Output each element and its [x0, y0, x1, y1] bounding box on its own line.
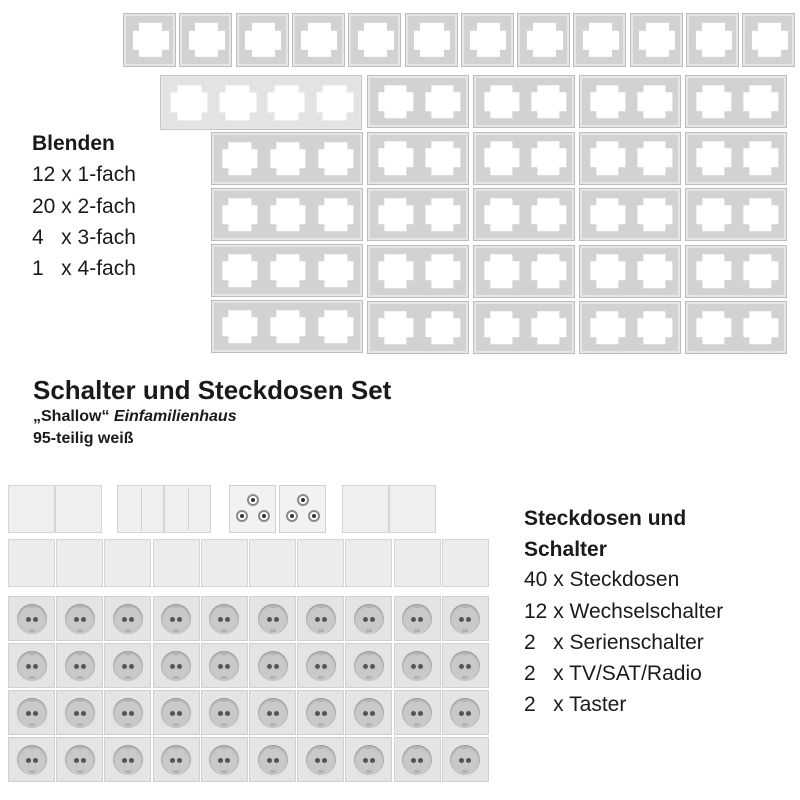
earth-clip-icon [221, 746, 227, 749]
3-fach-frame [211, 188, 363, 241]
steckdose-socket [442, 596, 489, 641]
wechselschalter-switch [153, 539, 200, 587]
earth-clip-icon [414, 723, 420, 726]
earth-clip-icon [77, 746, 83, 749]
earth-clip-icon [462, 652, 468, 655]
2-fach-frame [367, 245, 469, 298]
steckdose-socket [442, 737, 489, 782]
frame-opening-icon [696, 141, 731, 175]
coax-port-icon [236, 510, 248, 522]
earth-clip-icon [125, 723, 131, 726]
blenden-heading: Blenden [32, 132, 115, 155]
frame-opening-icon [425, 85, 460, 119]
earth-clip-icon [221, 723, 227, 726]
1-fach-frame [742, 13, 795, 67]
earth-clip-icon [29, 746, 35, 749]
steckdosen-line-3: 2 x Serienschalter [524, 631, 704, 654]
steckdose-socket [56, 596, 103, 641]
coax-port-icon [308, 510, 320, 522]
frame-opening-icon [378, 141, 413, 175]
frame-opening-icon [696, 311, 731, 345]
earth-clip-icon [270, 723, 276, 726]
frame-opening-icon [219, 85, 256, 120]
steckdose-socket [56, 690, 103, 735]
serienschalter-switch [164, 485, 211, 533]
earth-clip-icon [462, 746, 468, 749]
earth-clip-icon [366, 723, 372, 726]
earth-clip-icon [77, 605, 83, 608]
steckdose-socket [104, 643, 151, 688]
2-fach-frame [685, 245, 787, 298]
frame-opening-icon [378, 85, 413, 119]
earth-clip-icon [366, 605, 372, 608]
earth-clip-icon [173, 629, 179, 632]
frame-opening-icon [425, 198, 460, 232]
steckdose-socket [8, 737, 55, 782]
steckdose-socket [8, 643, 55, 688]
tv-sat-radio-outlet [279, 485, 326, 533]
steckdose-socket [297, 690, 344, 735]
steckdose-socket [153, 737, 200, 782]
earth-clip-icon [173, 699, 179, 702]
earth-clip-icon [414, 676, 420, 679]
1-fach-frame [573, 13, 626, 67]
frame-opening-icon [414, 23, 450, 57]
2-fach-frame [685, 132, 787, 185]
earth-clip-icon [270, 629, 276, 632]
steckdose-socket [153, 596, 200, 641]
steckdose-socket [394, 643, 441, 688]
earth-clip-icon [77, 723, 83, 726]
frame-opening-icon [696, 85, 731, 119]
steckdose-socket [249, 737, 296, 782]
earth-clip-icon [125, 629, 131, 632]
frame-opening-icon [222, 198, 257, 232]
frame-opening-icon [270, 142, 305, 176]
2-fach-frame [579, 132, 681, 185]
frame-opening-icon [470, 23, 506, 57]
frame-opening-icon [696, 254, 731, 288]
steckdose-socket [104, 690, 151, 735]
tv-sat-radio-outlet [229, 485, 276, 533]
2-fach-frame [367, 188, 469, 241]
steckdose-socket [153, 690, 200, 735]
frame-opening-icon [743, 198, 778, 232]
frame-opening-icon [189, 23, 225, 57]
1-fach-frame [123, 13, 176, 67]
frame-opening-icon [268, 85, 305, 120]
earth-clip-icon [173, 652, 179, 655]
steckdosen-line-5: 2 x Taster [524, 693, 627, 716]
earth-clip-icon [270, 699, 276, 702]
earth-clip-icon [462, 699, 468, 702]
steckdose-socket [297, 737, 344, 782]
earth-clip-icon [462, 770, 468, 773]
1-fach-frame [461, 13, 514, 67]
wechselschalter-switch [342, 485, 389, 533]
frame-opening-icon [743, 141, 778, 175]
frame-opening-icon [425, 311, 460, 345]
earth-clip-icon [221, 699, 227, 702]
frame-opening-icon [270, 310, 305, 344]
steckdose-socket [56, 737, 103, 782]
earth-clip-icon [462, 629, 468, 632]
earth-clip-icon [125, 770, 131, 773]
coax-port-icon [297, 494, 309, 506]
earth-clip-icon [29, 723, 35, 726]
steckdose-socket [394, 690, 441, 735]
frame-opening-icon [743, 85, 778, 119]
2-fach-frame [579, 75, 681, 128]
earth-clip-icon [366, 652, 372, 655]
earth-clip-icon [77, 699, 83, 702]
steckdosen-line-4: 2 x TV/SAT/Radio [524, 662, 702, 685]
wechselschalter-switch [8, 539, 55, 587]
steckdosen-heading-1: Steckdosen und [524, 507, 687, 530]
coax-port-icon [286, 510, 298, 522]
blenden-line-1: 12 x 1-fach [32, 163, 136, 186]
earth-clip-icon [270, 605, 276, 608]
frame-opening-icon [637, 254, 672, 288]
earth-clip-icon [125, 676, 131, 679]
wechselschalter-switch [297, 539, 344, 587]
frame-opening-icon [132, 23, 168, 57]
earth-clip-icon [221, 652, 227, 655]
frame-opening-icon [590, 198, 625, 232]
steckdose-socket [153, 643, 200, 688]
earth-clip-icon [77, 652, 83, 655]
frame-opening-icon [378, 198, 413, 232]
earth-clip-icon [29, 699, 35, 702]
earth-clip-icon [125, 699, 131, 702]
steckdose-socket [345, 596, 392, 641]
wechselschalter-switch [394, 539, 441, 587]
wechselschalter-switch [249, 539, 296, 587]
frame-opening-icon [752, 23, 788, 57]
steckdose-socket [104, 737, 151, 782]
frame-opening-icon [590, 311, 625, 345]
set-title: Schalter und Steckdosen Set [33, 375, 392, 405]
earth-clip-icon [414, 770, 420, 773]
steckdose-socket [442, 643, 489, 688]
frame-opening-icon [590, 254, 625, 288]
frame-opening-icon [318, 310, 353, 344]
3-fach-frame [211, 132, 363, 185]
earth-clip-icon [462, 723, 468, 726]
earth-clip-icon [77, 676, 83, 679]
earth-clip-icon [318, 605, 324, 608]
2-fach-frame [473, 245, 575, 298]
steckdose-socket [345, 690, 392, 735]
earth-clip-icon [366, 676, 372, 679]
steckdose-socket [104, 596, 151, 641]
frame-opening-icon [531, 198, 566, 232]
earth-clip-icon [173, 605, 179, 608]
earth-clip-icon [318, 723, 324, 726]
wechselschalter-switch [56, 539, 103, 587]
frame-opening-icon [637, 311, 672, 345]
2-fach-frame [685, 75, 787, 128]
frame-opening-icon [531, 254, 566, 288]
1-fach-frame [517, 13, 570, 67]
frame-opening-icon [484, 141, 519, 175]
1-fach-frame [630, 13, 683, 67]
earth-clip-icon [414, 699, 420, 702]
frame-opening-icon [696, 198, 731, 232]
steckdose-socket [56, 643, 103, 688]
frame-opening-icon [270, 198, 305, 232]
earth-clip-icon [366, 770, 372, 773]
2-fach-frame [473, 75, 575, 128]
steckdose-socket [249, 690, 296, 735]
earth-clip-icon [366, 746, 372, 749]
earth-clip-icon [125, 746, 131, 749]
steckdose-socket [345, 737, 392, 782]
2-fach-frame [685, 188, 787, 241]
frame-opening-icon [171, 85, 208, 120]
3-fach-frame [211, 300, 363, 353]
coax-port-icon [258, 510, 270, 522]
earth-clip-icon [29, 629, 35, 632]
wechselschalter-switch [345, 539, 392, 587]
earth-clip-icon [366, 699, 372, 702]
steckdosen-line-1: 40 x Steckdosen [524, 568, 680, 591]
steckdose-socket [249, 643, 296, 688]
frame-opening-icon [316, 85, 353, 120]
1-fach-frame [292, 13, 345, 67]
steckdose-socket [345, 643, 392, 688]
2-fach-frame [579, 245, 681, 298]
earth-clip-icon [221, 605, 227, 608]
frame-opening-icon [318, 254, 353, 288]
frame-opening-icon [583, 23, 619, 57]
frame-opening-icon [222, 310, 257, 344]
steckdose-socket [8, 596, 55, 641]
steckdose-socket [201, 737, 248, 782]
1-fach-frame [405, 13, 458, 67]
steckdose-socket [394, 596, 441, 641]
wechselschalter-switch [104, 539, 151, 587]
earth-clip-icon [462, 676, 468, 679]
wechselschalter-switch [442, 539, 489, 587]
frame-opening-icon [378, 311, 413, 345]
earth-clip-icon [318, 699, 324, 702]
2-fach-frame [367, 301, 469, 354]
earth-clip-icon [77, 629, 83, 632]
steckdose-socket [201, 690, 248, 735]
1-fach-frame [236, 13, 289, 67]
frame-opening-icon [425, 254, 460, 288]
earth-clip-icon [173, 676, 179, 679]
set-subtitle-quoted: „Shallow“ [33, 408, 110, 425]
frame-opening-icon [743, 254, 778, 288]
frame-opening-icon [270, 254, 305, 288]
frame-opening-icon [318, 142, 353, 176]
earth-clip-icon [270, 770, 276, 773]
earth-clip-icon [414, 746, 420, 749]
earth-clip-icon [125, 605, 131, 608]
steckdose-socket [201, 596, 248, 641]
steckdose-socket [442, 690, 489, 735]
earth-clip-icon [270, 746, 276, 749]
2-fach-frame [473, 188, 575, 241]
2-fach-frame [579, 301, 681, 354]
taster-switch [8, 485, 55, 533]
earth-clip-icon [221, 676, 227, 679]
frame-opening-icon [484, 254, 519, 288]
steckdose-socket [297, 596, 344, 641]
earth-clip-icon [462, 605, 468, 608]
2-fach-frame [685, 301, 787, 354]
earth-clip-icon [29, 770, 35, 773]
4-fach-frame [160, 75, 362, 130]
frame-opening-icon [301, 23, 337, 57]
earth-clip-icon [29, 676, 35, 679]
blenden-line-2: 20 x 2-fach [32, 195, 136, 218]
serienschalter-switch [117, 485, 164, 533]
frame-opening-icon [637, 198, 672, 232]
frame-opening-icon [245, 23, 281, 57]
frame-opening-icon [639, 23, 675, 57]
wechselschalter-switch [201, 539, 248, 587]
earth-clip-icon [77, 770, 83, 773]
frame-opening-icon [484, 311, 519, 345]
steckdose-socket [394, 737, 441, 782]
frame-opening-icon [531, 311, 566, 345]
taster-switch [55, 485, 102, 533]
2-fach-frame [367, 75, 469, 128]
2-fach-frame [473, 301, 575, 354]
earth-clip-icon [318, 652, 324, 655]
frame-opening-icon [222, 142, 257, 176]
frame-opening-icon [695, 23, 731, 57]
blenden-line-4: 1 x 4-fach [32, 257, 136, 280]
frame-opening-icon [378, 254, 413, 288]
earth-clip-icon [414, 605, 420, 608]
earth-clip-icon [173, 723, 179, 726]
1-fach-frame [348, 13, 401, 67]
earth-clip-icon [29, 652, 35, 655]
earth-clip-icon [366, 629, 372, 632]
frame-opening-icon [637, 85, 672, 119]
frame-opening-icon [531, 141, 566, 175]
earth-clip-icon [221, 629, 227, 632]
3-fach-frame [211, 244, 363, 297]
steckdose-socket [8, 690, 55, 735]
earth-clip-icon [414, 652, 420, 655]
earth-clip-icon [29, 605, 35, 608]
frame-opening-icon [222, 254, 257, 288]
steckdosen-heading-2: Schalter [524, 538, 607, 561]
earth-clip-icon [414, 629, 420, 632]
frame-opening-icon [590, 141, 625, 175]
frame-opening-icon [590, 85, 625, 119]
earth-clip-icon [318, 746, 324, 749]
earth-clip-icon [221, 770, 227, 773]
steckdose-socket [201, 643, 248, 688]
earth-clip-icon [270, 652, 276, 655]
set-subtitle-italic: Einfamilienhaus [113, 408, 237, 425]
steckdose-socket [249, 596, 296, 641]
earth-clip-icon [318, 770, 324, 773]
coax-port-icon [247, 494, 259, 506]
frame-opening-icon [318, 198, 353, 232]
earth-clip-icon [125, 652, 131, 655]
1-fach-frame [686, 13, 739, 67]
earth-clip-icon [173, 770, 179, 773]
frame-opening-icon [527, 23, 563, 57]
frame-opening-icon [484, 85, 519, 119]
frame-opening-icon [743, 311, 778, 345]
earth-clip-icon [318, 676, 324, 679]
2-fach-frame [367, 132, 469, 185]
frame-opening-icon [531, 85, 566, 119]
set-subtitle [33, 408, 237, 426]
frame-opening-icon [637, 141, 672, 175]
1-fach-frame [179, 13, 232, 67]
earth-clip-icon [270, 676, 276, 679]
wechselschalter-switch [389, 485, 436, 533]
2-fach-frame [579, 188, 681, 241]
frame-opening-icon [358, 23, 394, 57]
earth-clip-icon [173, 746, 179, 749]
earth-clip-icon [318, 629, 324, 632]
frame-opening-icon [484, 198, 519, 232]
frame-opening-icon [425, 141, 460, 175]
blenden-line-3: 4 x 3-fach [32, 226, 136, 249]
2-fach-frame [473, 132, 575, 185]
steckdosen-line-2: 12 x Wechselschalter [524, 600, 724, 623]
set-subtitle-line2: 95-teilig weiß [33, 430, 134, 447]
steckdose-socket [297, 643, 344, 688]
